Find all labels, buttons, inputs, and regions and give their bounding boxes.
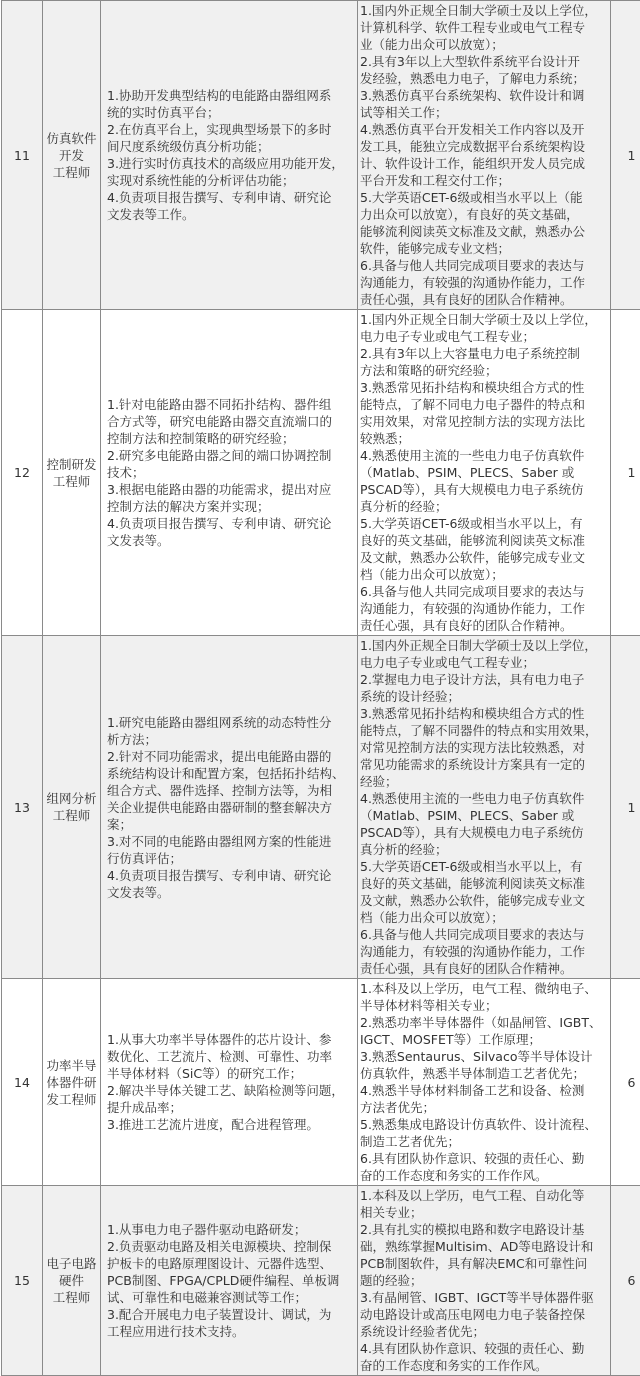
job-duties-line: 3.根据电能路由器的功能需求，提出对应 (107, 481, 351, 498)
job-duties-line: 3.配合开展电力电子装置设计、调试，为 (107, 1306, 351, 1323)
job-requirements-line: 较熟悉； (360, 430, 606, 447)
job-requirements-line: 责任心强，具有良好的团队合作精神。 (360, 291, 606, 308)
job-requirements-line: 能特点，了解不同器件的特点和实用效果， (360, 722, 606, 739)
row-number: 12 (2, 310, 43, 636)
job-requirements-line: 1.本科及以上学历，电气工程、微纳电子、 (360, 980, 606, 997)
job-requirements (358, 1, 611, 310)
job-requirements-line: 真分析的经验； (360, 498, 606, 515)
job-duties-line: 技术； (107, 464, 351, 481)
job-duties-line: 半导体材料（SiC等）的研究工作； (107, 1065, 351, 1082)
job-requirements (358, 979, 611, 1186)
job-requirements-line: 沟通能力，有较强的沟通协作能力，工作 (360, 600, 606, 617)
job-duties-line: 析方法； (107, 731, 351, 748)
job-requirements-line: 档（能力出众可以放宽）； (360, 566, 606, 583)
job-requirements-line: 3.熟悉常见拓扑结构和模块组合方式的性 (360, 379, 606, 396)
job-requirements-line: 电力电子专业或电气工程专业； (360, 328, 606, 345)
job-requirements-line: 发经验，熟悉电力电子，了解电力系统； (360, 70, 606, 87)
job-duties-line: 1.从事电力电子器件驱动电路研发； (107, 1221, 351, 1238)
position-title-line: 硬件 (43, 1272, 100, 1289)
job-requirements (358, 1186, 611, 1376)
job-requirements-line: 责任心强，具有良好的团队合作精神。 (360, 960, 606, 977)
job-requirements-line: 方法者优先； (360, 1099, 606, 1116)
job-requirements-line: （Matlab、PSIM、PLECS、Saber 或 (360, 464, 606, 481)
job-requirements-line: 经验； (360, 773, 606, 790)
job-requirements-line: 方法和策略的研究经验； (360, 362, 606, 379)
table-row (2, 310, 640, 636)
job-requirements-line: 业（能力出众可以放宽）； (360, 36, 606, 53)
job-requirements-line: 4.熟悉仿真平台开发相关工作内容以及开 (360, 121, 606, 138)
job-duties-line: 1.研究电能路由器组网系统的动态特性分 (107, 714, 351, 731)
headcount: 1 (611, 310, 640, 636)
job-duties-line: 3.对不同的电能路由器组网方案的性能进 (107, 833, 351, 850)
job-duties-line: 2.在仿真平台上，实现典型场景下的多时 (107, 121, 351, 138)
job-requirements-line: 对常见控制方法的实现方法比较熟悉，对 (360, 739, 606, 756)
position-title-line: 功率半导 (43, 1057, 100, 1074)
job-requirements-line: 软件，能够完成专业文档； (360, 240, 606, 257)
job-duties-line: 4.负责项目报告撰写、专利申请、研究论 (107, 515, 351, 532)
job-requirements (358, 310, 611, 636)
position-title-line: 开发 (43, 147, 100, 164)
job-requirements-line: 真分析的经验； (360, 841, 606, 858)
job-requirements-line: 6.具备与他人共同完成项目要求的表达与 (360, 257, 606, 274)
job-duties-line: 组合方式、器件选择、控制方法等，为相 (107, 782, 351, 799)
job-requirements-line: 档（能力出众可以放宽）； (360, 909, 606, 926)
job-requirements-line: 1.国内外正规全日制大学硕士及以上学位， (360, 637, 606, 654)
job-duties-line: 系统结构设计和配置方案，包括拓扑结构、 (107, 765, 351, 782)
job-table (1, 0, 640, 1376)
job-requirements-line: 仿真软件，熟悉半导体制造工艺者优先； (360, 1065, 606, 1082)
row-number: 15 (2, 1186, 43, 1376)
job-duties-line: 1.从事大功率半导体器件的芯片设计、参 (107, 1031, 351, 1048)
job-duties-line: 控制方法和控制策略的研究经验； (107, 430, 351, 447)
job-requirements-line: 2.具有3年以上大容量电力电子系统控制 (360, 345, 606, 362)
job-requirements-line: 4.熟悉使用主流的一些电力电子仿真软件 (360, 790, 606, 807)
position-title-line: 工程师 (43, 807, 100, 824)
job-duties-line: 间尺度系统级仿真分析功能； (107, 138, 351, 155)
job-requirements-line: 4.具有团队协作意识、较强的责任心、勤 (360, 1340, 606, 1357)
job-requirements-line: 计算机科学、软件工程专业或电气工程专 (360, 19, 606, 36)
job-requirements-line: 3.熟悉常见拓扑结构和模块组合方式的性 (360, 705, 606, 722)
job-requirements-line: 及文献，熟悉办公软件，能够完成专业文 (360, 549, 606, 566)
job-requirements-line: 电力电子专业或电气工程专业； (360, 654, 606, 671)
table-row (2, 1186, 640, 1376)
job-duties-line: 2.针对不同功能需求，提出电能路由器的 (107, 748, 351, 765)
job-requirements-line: （Matlab、PSIM、PLECS、Saber 或 (360, 807, 606, 824)
job-requirements-line: 2.掌握电力电子设计方法，具有电力电子 (360, 671, 606, 688)
job-duties-line: 1.协助开发典型结构的电能路由器组网系 (107, 87, 351, 104)
job-duties-line: 2.研究多电能路由器之间的端口协调控制 (107, 447, 351, 464)
job-duties (101, 636, 358, 979)
job-requirements-line: 3.有晶闸管、IGBT、IGCT等半导体器件驱 (360, 1289, 606, 1306)
headcount: 6 (611, 1186, 640, 1376)
job-duties-line: 关企业提供电能路由器研制的整套解决方 (107, 799, 351, 816)
job-requirements-line: 制造工艺者优先； (360, 1133, 606, 1150)
job-requirements-line: 良好的英文基础，能够流利阅读英文标准 (360, 532, 606, 549)
job-duties-line: 2.负责驱动电路及相关电源模块、控制保 (107, 1238, 351, 1255)
job-requirements-line: 试等相关工作； (360, 104, 606, 121)
job-requirements-line: 4.熟悉半导体材料制备工艺和设备、检测 (360, 1082, 606, 1099)
row-number: 11 (2, 1, 43, 310)
job-duties-line: 3.推进工艺流片进度，配合进程管理。 (107, 1116, 351, 1133)
job-duties (101, 1, 358, 310)
job-requirements-line: 1.国内外正规全日制大学硕士及以上学位， (360, 2, 606, 19)
job-requirements-line: 系统设计经验者优先； (360, 1323, 606, 1340)
job-requirements-line: 1.本科及以上学历，电气工程、自动化等 (360, 1187, 606, 1204)
job-duties-line: 统的实时仿真平台； (107, 104, 351, 121)
job-requirements-line: 发工具，能独立完成数据平台系统架构设 (360, 138, 606, 155)
job-duties-line: 行仿真评估； (107, 850, 351, 867)
job-duties-line: 1.针对电能路由器不同拓扑结构、器件组 (107, 396, 351, 413)
job-requirements-line: 题的经验； (360, 1272, 606, 1289)
job-requirements-line: 3.熟悉仿真平台系统架构、软件设计和调 (360, 87, 606, 104)
job-duties (101, 310, 358, 636)
job-requirements-line: 力出众可以放宽），有良好的英文基础， (360, 206, 606, 223)
job-duties-line: 4.负责项目报告撰写、专利申请、研究论 (107, 867, 351, 884)
position-title-line: 工程师 (43, 473, 100, 490)
job-duties-line: 数优化、工艺流片、检测、可靠性、功率 (107, 1048, 351, 1065)
job-requirements-line: 6.具有团队协作意识、较强的责任心、勤 (360, 1150, 606, 1167)
job-requirements-line: 良好的英文基础，能够流利阅读英文标准 (360, 875, 606, 892)
job-duties-line: 控制方法的解决方案并实现； (107, 498, 351, 515)
position-title (43, 1186, 101, 1376)
job-duties-line: 合方式等，研究电能路由器交直流端口的 (107, 413, 351, 430)
job-requirements-line: PSCAD等），具有大规模电力电子系统仿 (360, 824, 606, 841)
job-requirements-line: 能特点，了解不同电力电子器件的特点和 (360, 396, 606, 413)
table-row (2, 636, 640, 979)
job-duties-line: 文发表等。 (107, 884, 351, 901)
job-requirements-line: 常见功能需求的系统设计方案具有一定的 (360, 756, 606, 773)
job-duties-line: 实现对系统性能的分析评估功能； (107, 172, 351, 189)
job-requirements-line: 半导体材料等相关专业； (360, 997, 606, 1014)
job-requirements-line: 3.熟悉Sentaurus、Silvaco等半导体设计 (360, 1048, 606, 1065)
position-title-line: 工程师 (43, 1289, 100, 1306)
job-duties-line: 试、可靠性和电磁兼容测试等工作； (107, 1289, 351, 1306)
row-number: 14 (2, 979, 43, 1186)
job-requirements-line: 6.具备与他人共同完成项目要求的表达与 (360, 926, 606, 943)
job-requirements-line: 相关专业； (360, 1204, 606, 1221)
job-requirements-line: IGCT、MOSFET等）工作原理； (360, 1031, 606, 1048)
job-requirements-line: 责任心强，具有良好的团队合作精神。 (360, 617, 606, 634)
headcount: 6 (611, 979, 640, 1186)
headcount: 1 (611, 1, 640, 310)
position-title (43, 1, 101, 310)
position-title (43, 310, 101, 636)
job-requirements-line: 5.大学英语CET-6级或相当水平以上（能 (360, 189, 606, 206)
job-requirements-line: 实用效果，对常见控制方法的实现方法比 (360, 413, 606, 430)
job-requirements-line: 础，熟练掌握Multisim、AD等电路设计和 (360, 1238, 606, 1255)
position-title (43, 636, 101, 979)
job-requirements-line: 5.大学英语CET-6级或相当水平以上，有 (360, 858, 606, 875)
job-requirements-line: 系统的设计经验； (360, 688, 606, 705)
job-requirements-line: 2.熟悉功率半导体器件（如晶闸管、IGBT、 (360, 1014, 606, 1031)
job-requirements-line: 沟通能力，有较强的沟通协作能力，工作 (360, 943, 606, 960)
job-requirements-line: PSCAD等），具有大规模电力电子系统仿 (360, 481, 606, 498)
job-duties-line: PCB制图、FPGA/CPLD硬件编程、单板调 (107, 1272, 351, 1289)
job-requirements-line: 沟通能力，有较强的沟通协作能力，工作 (360, 274, 606, 291)
position-title-line: 控制研发 (43, 456, 100, 473)
job-duties (101, 1186, 358, 1376)
job-requirements-line: 2.具有扎实的模拟电路和数字电路设计基 (360, 1221, 606, 1238)
job-requirements-line: 能够流利阅读英文标准及文献，熟悉办公 (360, 223, 606, 240)
job-requirements-line: 奋的工作态度和务实的工作作风。 (360, 1167, 606, 1184)
position-title-line: 体器件研 (43, 1074, 100, 1091)
position-title-line: 电子电路 (43, 1255, 100, 1272)
job-requirements-line: 1.国内外正规全日制大学硕士及以上学位， (360, 311, 606, 328)
table-row (2, 1, 640, 310)
job-requirements-line: 平台开发和工程交付工作； (360, 172, 606, 189)
job-duties-line: 3.进行实时仿真技术的高级应用功能开发， (107, 155, 351, 172)
job-duties-line: 2.解决半导体关键工艺、缺陷检测等问题， (107, 1082, 351, 1099)
position-title-line: 工程师 (43, 164, 100, 181)
job-duties-line: 文发表等工作。 (107, 206, 351, 223)
position-title-line: 仿真软件 (43, 130, 100, 147)
job-duties-line: 案； (107, 816, 351, 833)
job-duties-line: 护板卡的电路原理图设计、元器件选型、 (107, 1255, 351, 1272)
job-requirements-line: 及文献，熟悉办公软件，能够完成专业文 (360, 892, 606, 909)
position-title (43, 979, 101, 1186)
job-requirements-line: 动电路设计或高压电网电力电子装备控保 (360, 1306, 606, 1323)
job-duties (101, 979, 358, 1186)
position-title-line: 发工程师 (43, 1091, 100, 1108)
job-requirements-line: PCB制图软件，具有解决EMC和可靠性问 (360, 1255, 606, 1272)
job-duties-line: 提升成品率； (107, 1099, 351, 1116)
job-duties-line: 工程应用进行技术支持。 (107, 1323, 351, 1340)
job-requirements-line: 6.具备与他人共同完成项目要求的表达与 (360, 583, 606, 600)
position-title-line: 组网分析 (43, 790, 100, 807)
job-duties-line: 文发表等。 (107, 532, 351, 549)
job-requirements-line: 5.大学英语CET-6级或相当水平以上，有 (360, 515, 606, 532)
job-duties-line: 4.负责项目报告撰写、专利申请、研究论 (107, 189, 351, 206)
table-row (2, 979, 640, 1186)
job-requirements-line: 2.具有3年以上大型软件系统平台设计开 (360, 53, 606, 70)
job-requirements-line: 计、软件设计工作，能组织开发人员完成 (360, 155, 606, 172)
row-number: 13 (2, 636, 43, 979)
job-requirements-line: 4.熟悉使用主流的一些电力电子仿真软件 (360, 447, 606, 464)
job-requirements-line: 奋的工作态度和务实的工作作风。 (360, 1357, 606, 1374)
job-requirements-line: 5.熟悉集成电路设计仿真软件、设计流程、 (360, 1116, 606, 1133)
headcount: 1 (611, 636, 640, 979)
job-requirements (358, 636, 611, 979)
